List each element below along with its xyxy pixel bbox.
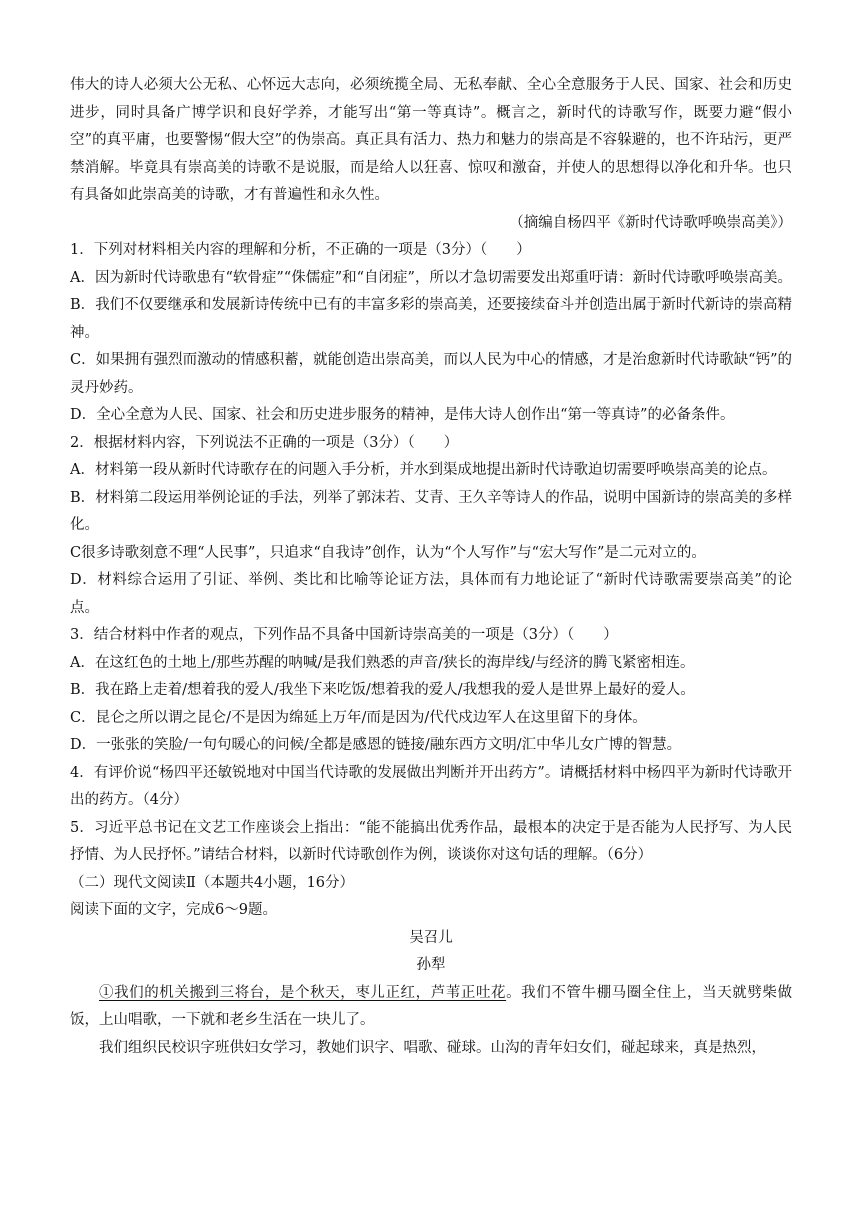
story-paragraph-2: 我们组织民校识字班供妇女学习，教她们识字、唱歌、碰球。山沟的青年妇女们，碰起球来，真是热烈，	[99, 1039, 766, 1056]
option-c: C很多诗歌刻意不理“人民事”，只追求“自我诗”创作，认为“个人写作”与“宏大写作”是二元对立的。	[70, 544, 706, 561]
option-d: D．材料综合运用了引证、举例、类比和比喻等论证方法，具体而有力地论证了“新时代诗歌需要崇高美”的论点。	[70, 572, 792, 616]
option-d: D．全心全意为人民、国家、社会和历史进步服务的精神，是伟大诗人创作出“第一等真诗”的必备条件。	[70, 407, 735, 423]
reading-instruction: 阅读下面的文字，完成6～9题。	[70, 902, 277, 918]
question-stem: 1．下列对材料相关内容的理解和分析，不正确的一项是（3分）（ ）	[70, 242, 531, 258]
question-4	[70, 760, 792, 815]
option-a: A．在这红色的土地上/那些苏醒的呐喊/是我们熟悉的声音/狭长的海岸线/与经济的腾飞紧密相连。	[70, 654, 695, 671]
question-3	[70, 622, 792, 760]
article-source: （摘编自杨四平《新时代诗歌呼唤崇高美》）	[509, 214, 792, 231]
story-title: 吴召儿	[409, 929, 453, 946]
question-stem: 3．结合材料中作者的观点，下列作品不具备中国新诗崇高美的一项是（3分）（ ）	[70, 627, 618, 643]
option-c: C．如果拥有强烈而激动的情感积蓄，就能创造出崇高美，而以人民为中心的情感，才是治愈新时代诗歌缺“钙”的灵丹妙药。	[70, 352, 792, 396]
option-a: A．因为新时代诗歌患有“软骨症”“侏儒症”和“自闭症”，所以才急切需要发出郑重吁请：新时代诗歌呼唤崇高美。	[70, 269, 792, 286]
option-c: C．昆仑之所以谓之昆仑/不是因为绵延上万年/而是因为/代代戍边军人在这里留下的身体。	[70, 709, 647, 726]
option-b: B．我们不仅要继承和发展新诗传统中已有的丰富多彩的崇高美，还要接续奋斗并创造出属于新时代新诗的崇高精神。	[70, 297, 792, 341]
option-b: B．我在路上走着/想着我的爱人/我坐下来吃饭/想着我的爱人/我想我的爱人是世界上最好的爱人。	[70, 682, 695, 698]
option-b: B．材料第二段运用举例论证的手法，列举了郭沫若、艾青、王久辛等诗人的作品，说明中国新诗的崇高美的多样化。	[70, 489, 792, 533]
question-stem: 4．有评价说“杨四平还敏锐地对中国当代诗歌的发展做出判断并开出药方”。请概括材料中杨四平为新时代诗歌开出的药方。（4分）	[70, 764, 792, 808]
section-heading: （二）现代文阅读Ⅱ（本题共4小题，16分）	[70, 874, 355, 891]
question-stem: 2．根据材料内容，下列说法不正确的一项是（3分）（ ）	[70, 434, 459, 451]
question-2	[70, 430, 792, 623]
option-d: D．一张张的笑脸/一句句暖心的问候/全都是感恩的链接/融东西方文明/汇中华儿女广博的智慧。	[70, 737, 682, 753]
story-author: 孙犁	[416, 957, 446, 973]
exam-page	[70, 72, 792, 1062]
question-1	[70, 237, 792, 430]
question-stem: 5．习近平总书记在文艺工作座谈会上指出：“能不能搞出优秀作品，最根本的决定于是否能为人民抒写、为人民抒情、为人民抒怀。”请结合材料，以新时代诗歌创作为例，谈谈你对这句话的理解。（6分）	[70, 819, 792, 863]
underlined-sentence: ①我们的机关搬到三将台，是个秋天，枣儿正红，芦苇正吐花	[99, 984, 507, 1001]
paragraph-rest: 。我们不管牛棚马圈全住上，当天就劈柴做饭，上山唱歌，一下就和老乡生活在一块儿了。	[70, 984, 793, 1028]
article-tail-paragraph: 伟大的诗人必须大公无私、心怀远大志向，必须统揽全局、无私奉献、全心全意服务于人民、国家、社会和历史进步，同时具备广博学识和良好学养，才能写出“第一等真诗”。概言之，新时代的诗歌写作，既要力避“假小空”的真平庸，也要警惕“假大空”的伪崇高。真正具有活力、热力和魅力的崇高是不容躲避的，也不许玷污，更严禁消解。毕竟具有崇高美的诗歌不是说服，而是给人以狂喜、惊叹和激奋，并使人的思想得以净化和升华。也只有具备如此崇高美的诗歌，才有普遍性和永久性。	[70, 77, 792, 203]
story-paragraph-1	[70, 980, 792, 1035]
option-a: A．材料第一段从新时代诗歌存在的问题入手分析，并水到渠成地提出新时代诗歌迫切需要呼唤崇高美的论点。	[70, 462, 777, 478]
question-5	[70, 815, 792, 870]
